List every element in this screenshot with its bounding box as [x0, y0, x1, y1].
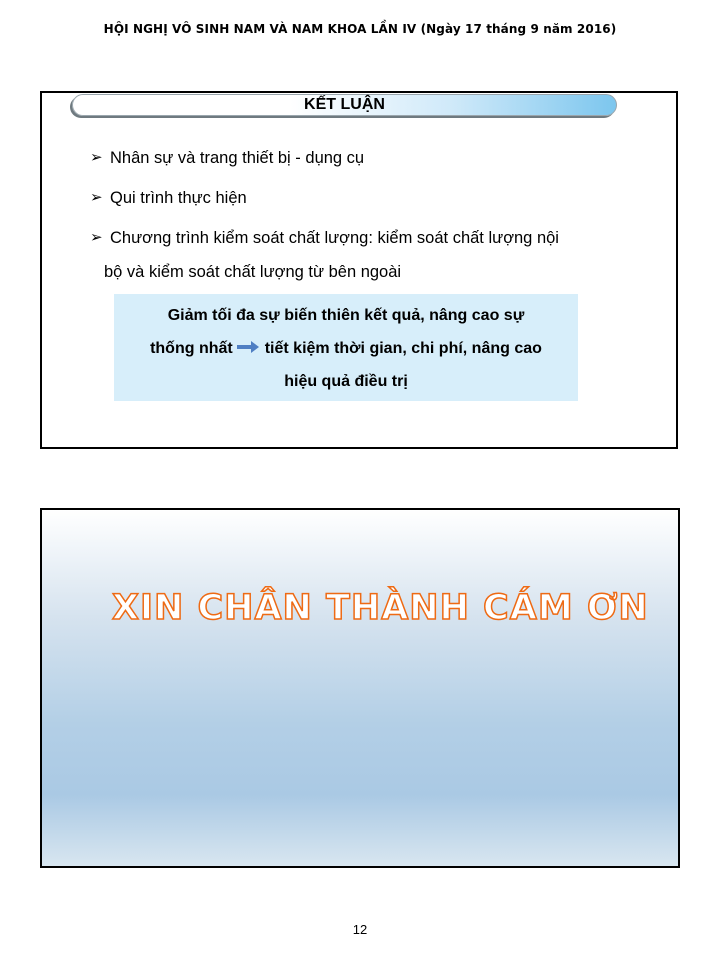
slide-thanks — [40, 508, 680, 868]
bullet-text: Qui trình thực hiện — [110, 189, 247, 207]
page-header: HỘI NGHỊ VÔ SINH NAM VÀ NAM KHOA LẦN IV (Ngày 17 tháng 9 năm 2016) — [103, 22, 617, 36]
page-number: 12 — [352, 922, 368, 937]
slide-conclusion — [40, 91, 678, 449]
highlight-line — [114, 332, 578, 365]
bullet-list — [90, 141, 650, 295]
highlight-line: Giảm tối đa sự biến thiên kết quả, nâng cao sự — [167, 307, 525, 324]
bullet-text: Chương trình kiểm soát chất lượng: kiểm soát chất lượng nội — [110, 229, 559, 247]
highlight-text: thống nhất — [150, 340, 233, 357]
highlight-text: tiết kiệm thời gian, chi phí, nâng cao — [264, 340, 542, 357]
bullet-text-continued: bộ và kiểm soát chất lượng từ bên ngoài — [104, 263, 402, 281]
bullet-text: Nhân sự và trang thiết bị - dụng cụ — [110, 149, 365, 167]
thanks-title: XIN CHÂN THÀNH CÁM ƠN — [112, 588, 649, 628]
arrow-bullet-icon: ➢ — [90, 189, 103, 206]
right-arrow-icon — [237, 332, 259, 365]
arrow-bullet-icon: ➢ — [90, 149, 103, 166]
list-item — [90, 181, 650, 215]
list-item — [90, 221, 650, 289]
highlight-box — [114, 294, 578, 401]
list-item — [90, 141, 650, 175]
arrow-bullet-icon: ➢ — [90, 229, 103, 246]
slide-title: KẾT LUẬN — [72, 94, 617, 116]
highlight-line: hiệu quả điều trị — [284, 373, 408, 391]
